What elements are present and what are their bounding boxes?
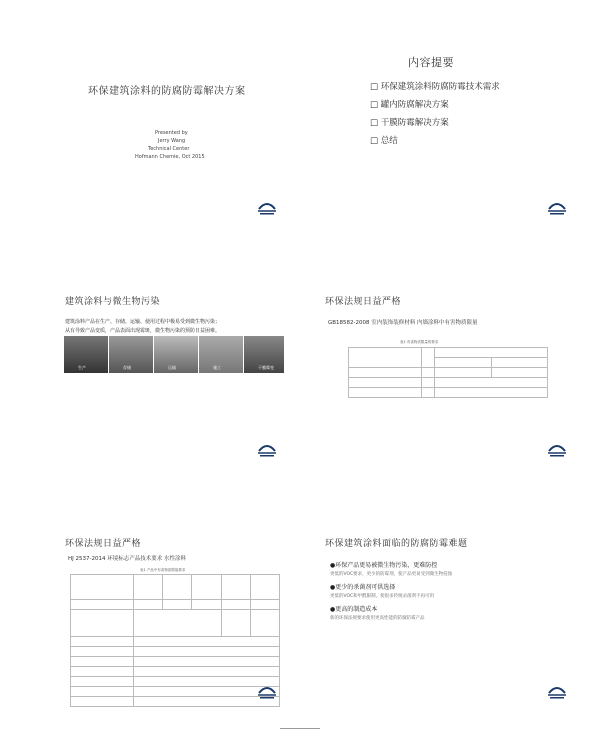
slide-contents — [300, 8, 590, 233]
contents-item: □ 罐内防腐解决方案 — [370, 96, 500, 114]
bullet-3-detail: 新的环保法规要求使用更高性能的防腐防霉产品 — [330, 616, 425, 621]
company-logo-icon — [256, 197, 278, 217]
photo-storage — [109, 336, 153, 373]
slide6-title: 环保建筑涂料面临的防腐防霉难题 — [325, 539, 468, 549]
company-logo-icon — [256, 681, 278, 701]
bullet-2: ●更少的杀菌剂可供选择 — [330, 584, 396, 591]
slide-regulations-hj — [10, 492, 300, 717]
table-caption: 表1 有害物质限量的要求 — [400, 340, 439, 344]
slide5-subtitle: HJ 2537-2014 环境标志产品技术要求 水性涂料 — [68, 556, 186, 562]
slide4-subtitle: GB18582-2008 室内装饰装修材料 内墙涂料中有害物质限量 — [328, 320, 478, 326]
presenter-name: Jerry Wang — [158, 138, 186, 144]
regulation-table — [348, 347, 548, 398]
slide3-line2: 从有导致产品变质，产品表面出现霉斑，微生物污染的预防日益困难。 — [65, 328, 221, 334]
table-caption: 表1 产品中有害物质限值要求 — [140, 568, 186, 572]
photo-production — [64, 336, 108, 373]
department: Technical Center — [148, 146, 190, 152]
company-logo-icon — [546, 197, 568, 217]
slide-regulations-gb — [300, 250, 590, 475]
photo-label: 施工 — [213, 365, 221, 370]
company-logo-icon — [546, 439, 568, 459]
regulation-table — [70, 574, 280, 707]
slide5-title: 环保法规日益严格 — [65, 539, 142, 549]
photo-application — [199, 336, 243, 373]
slide4-title: 环保法规日益严格 — [325, 297, 402, 307]
slide-microbial-contamination — [10, 250, 300, 475]
bullet-1: ●环保产品更易被微生物污染，更难防控 — [330, 562, 438, 569]
contents-list — [370, 78, 500, 150]
presented-by: Presented by — [155, 130, 188, 136]
photo-label: 干膜霉变 — [258, 365, 274, 370]
company-date: Hofmann Chemie, Oct 2015 — [135, 154, 205, 160]
page-footer-mark — [280, 728, 320, 729]
photo-label: 存储 — [123, 365, 131, 370]
contents-item: □ 环保建筑涂料防腐防霉技术需求 — [370, 78, 500, 96]
photo-label: 运输 — [168, 365, 176, 370]
photo-mold — [244, 336, 284, 373]
bullet-1-detail: 更低的VOC要求，更少的防霉剂，使产品更易受到微生物侵蚀 — [330, 572, 453, 577]
company-logo-icon — [256, 439, 278, 459]
slide-cover — [10, 8, 300, 233]
contents-item: □ 干膜防霉解决方案 — [370, 114, 500, 132]
slide-challenges — [300, 492, 590, 717]
photo-transport — [154, 336, 198, 373]
cover-title: 环保建筑涂料的防腐防霉解决方案 — [88, 86, 246, 97]
contents-title: 内容提要 — [408, 56, 454, 69]
contents-item: □ 总结 — [370, 132, 500, 150]
photo-label: 生产 — [78, 365, 86, 370]
slide3-line1: 建筑涂料产品在生产、存储、运输、使用过程中极易受到微生物污染； — [65, 319, 221, 325]
bullet-2-detail: 更低的VOC和甲醛限制，使很多传统杀菌剂不再可用 — [330, 594, 435, 599]
bullet-3: ●更高的制造成本 — [330, 606, 378, 613]
slide3-title: 建筑涂料与微生物污染 — [65, 297, 161, 307]
company-logo-icon — [546, 681, 568, 701]
